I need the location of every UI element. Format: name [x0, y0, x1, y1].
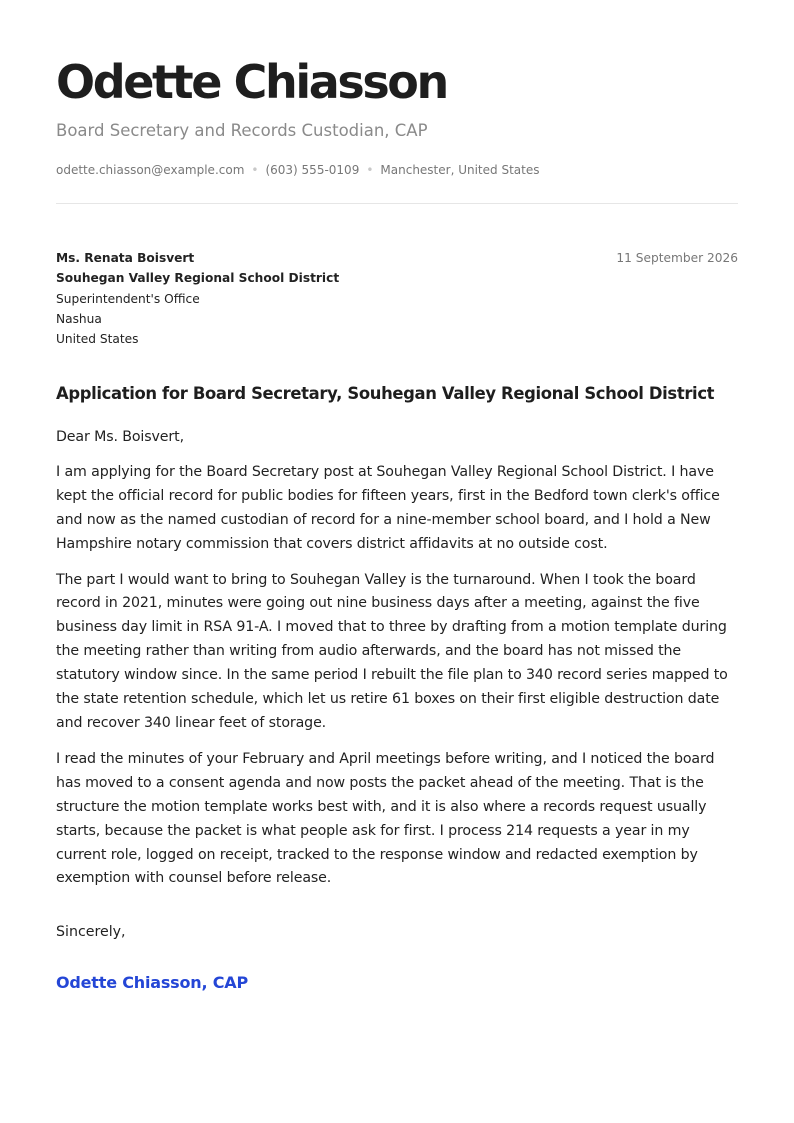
location: Manchester, United States — [380, 163, 540, 177]
separator-dot: • — [251, 163, 259, 177]
recipient-department: Superintendent's Office — [56, 291, 200, 306]
letter-body — [56, 426, 738, 903]
signature: Odette Chiasson, CAP — [56, 973, 248, 992]
body-paragraph: I read the minutes of your February and April meetings before writing, and I noticed the board has moved to a consent agenda and now posts the packet ahead of the meeting. That is the structure the motion template works best with, and it is also where a records request usually starts, because the packet is what people ask for first. I process 214 requests a year in my current role, logged on receipt, tracked to the response window and redacted exemption by exemption with counsel before release. — [56, 750, 715, 887]
email-link[interactable]: odette.chiasson@example.com — [56, 163, 245, 177]
phone-number: (603) 555-0109 — [265, 163, 360, 177]
separator-dot: • — [366, 163, 374, 177]
header-divider — [56, 203, 738, 204]
recipient-country: United States — [56, 332, 139, 347]
body-paragraph: The part I would want to bring to Souhegan Valley is the turnaround. When I took the board record in 2021, minutes were going out nine business days after a meeting, against the five business day limit in RSA 91-A. I moved that to three by drafting from a motion template during the meeting rather than writing from audio afterwards, and the board has not missed the statutory window since. In the same period I rebuilt the file plan to 340 record series mapped to the state retention schedule, which let us retire 61 boxes on their first eligible destruction date and recover 340 linear feet of storage. — [56, 571, 728, 731]
recipient-city: Nashua — [56, 311, 102, 326]
applicant-title: Board Secretary and Records Custodian, CAP — [56, 121, 428, 140]
body-paragraph: I am applying for the Board Secretary post at Souhegan Valley Regional School District. I have kept the official record for public bodies for fifteen years, first in the Bedford town clerk's office and now as the named custodian of record for a nine-member school board, and I hold a New Hampshire notary commission that covers district affidavits at no outside cost. — [56, 463, 720, 552]
closing: Sincerely, — [56, 924, 126, 940]
salutation: Dear Ms. Boisvert, — [56, 429, 184, 445]
recipient-name: Ms. Renata Boisvert — [56, 251, 195, 265]
recipient-organization: Souhegan Valley Regional School District — [56, 271, 340, 286]
applicant-name: Odette Chiasson — [56, 55, 447, 109]
letter-subject: Application for Board Secretary, Souhegan Valley Regional School District — [56, 384, 715, 403]
recipient-block — [56, 248, 339, 349]
letter-date: 11 September 2026 — [616, 251, 738, 265]
contact-line — [56, 161, 539, 179]
